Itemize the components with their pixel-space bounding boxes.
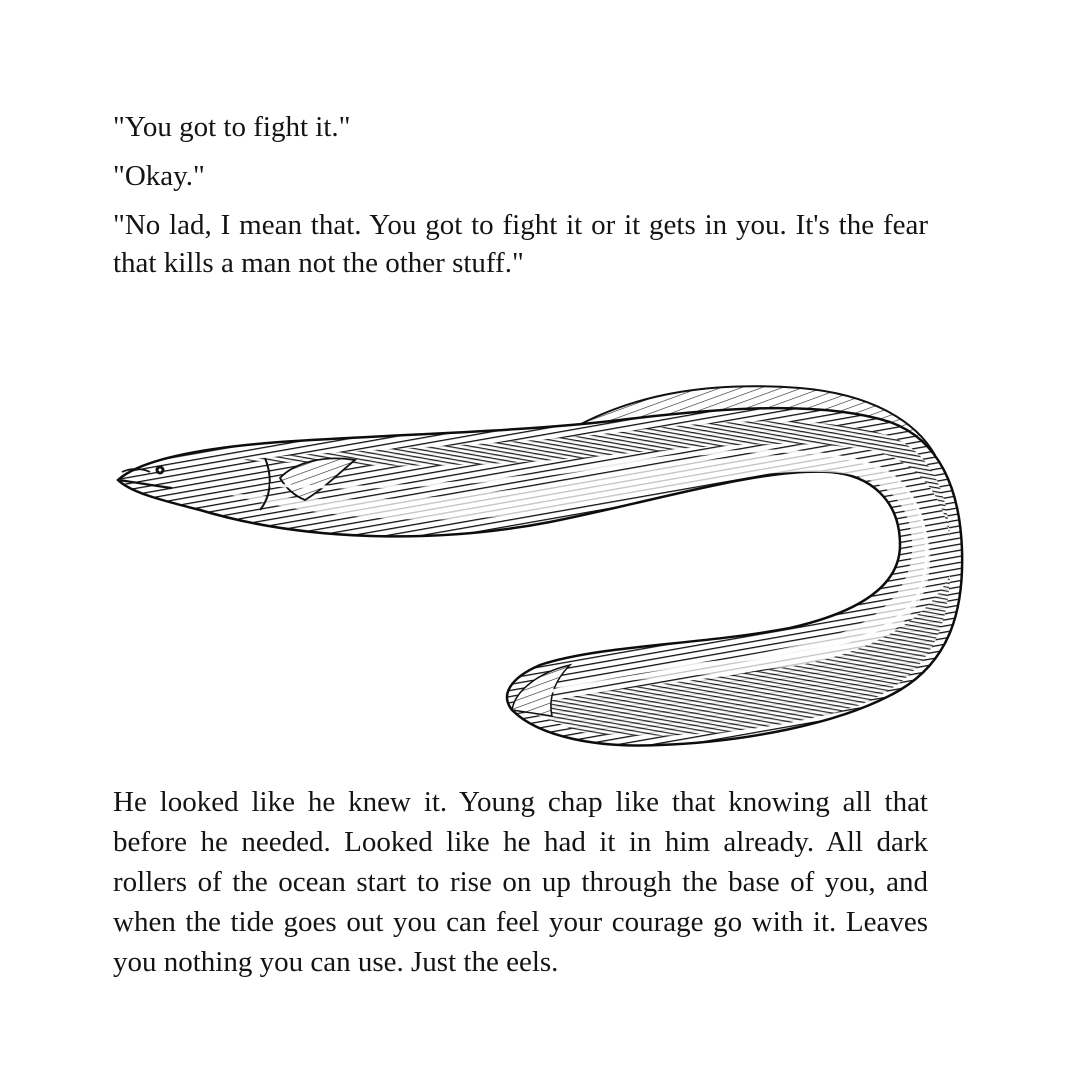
eel-illustration-icon [100, 360, 980, 770]
dialogue-block [113, 108, 928, 293]
dialogue-line-2: "Okay." [113, 160, 205, 192]
narrative-paragraph: He looked like he knew it. Young chap like that knowing all that before he needed. Looked like he had it in him already. All dark rollers of the ocean start to rise on up through the base of you, and when the tide goes out you can feel your courage go with it. Leaves you nothing you can use. Just the eels. [113, 786, 928, 978]
dialogue-line-3: "No lad, I mean that. You got to fight it or it gets in you. It's the fear that kills a man not the other stuff." [113, 209, 928, 279]
dialogue-line-1: "You got to fight it." [113, 111, 351, 143]
